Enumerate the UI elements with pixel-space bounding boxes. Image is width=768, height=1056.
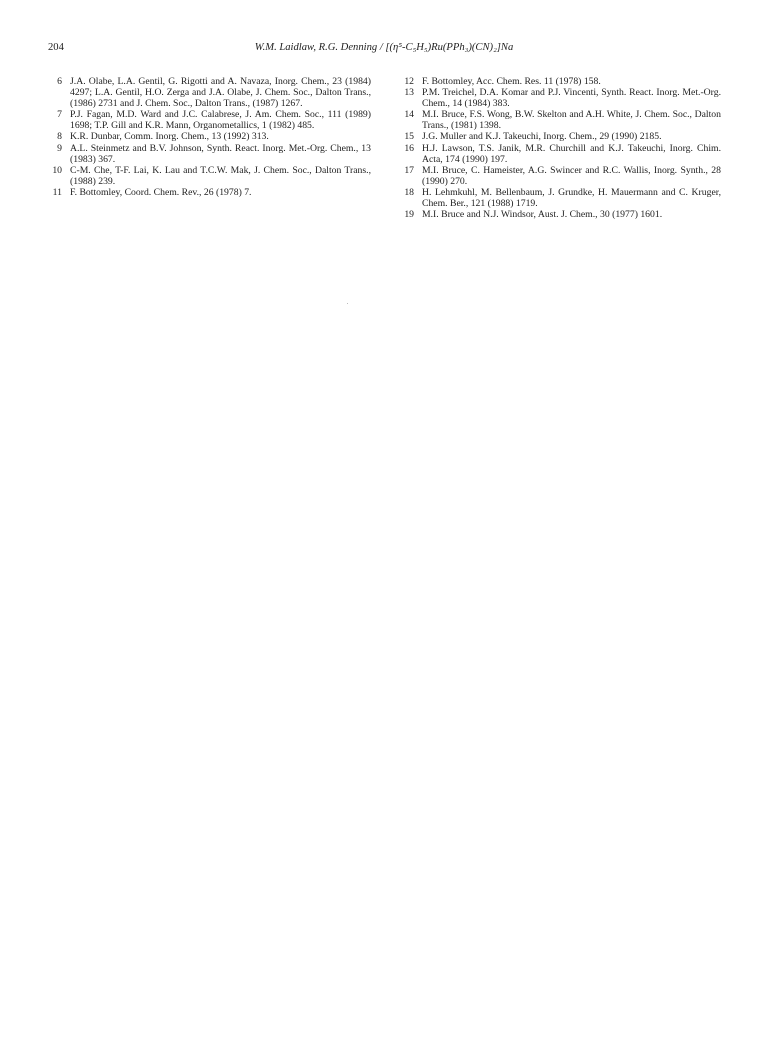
reference-number: 6 <box>57 76 62 87</box>
references-column-right <box>401 76 721 220</box>
reference-item <box>49 76 371 109</box>
reference-number: 16 <box>404 142 414 154</box>
reference-number: 18 <box>404 186 414 198</box>
reference-text: M.I. Bruce, C. Hameister, A.G. Swincer and R.C. Wallis, Inorg. Synth., 28 (1990) 270. <box>422 164 721 187</box>
reference-item <box>401 87 721 109</box>
reference-item <box>401 143 721 165</box>
reference-text: P.J. Fagan, M.D. Ward and J.C. Calabrese, J. Am. Chem. Soc., 111 (1989) 1698; T.P. Gill and K.R. Mann, Organometallics, 1 (1982) 485. <box>70 109 371 132</box>
reference-item <box>401 76 721 87</box>
reference-item <box>49 109 371 131</box>
page-number: 204 <box>48 42 64 53</box>
reference-text: A.L. Steinmetz and B.V. Johnson, Synth. React. Inorg. Met.-Org. Chem., 13 (1983) 367. <box>70 142 371 165</box>
reference-text: M.I. Bruce, F.S. Wong, B.W. Skelton and A.H. White, J. Chem. Soc., Dalton Trans., (1981) 1398. <box>422 109 721 132</box>
reference-number: 17 <box>404 164 414 176</box>
reference-number: 13 <box>404 87 414 99</box>
reference-item <box>49 143 371 165</box>
reference-number: 14 <box>404 109 414 121</box>
reference-item <box>401 131 721 142</box>
reference-item <box>401 109 721 131</box>
reference-text: K.R. Dunbar, Comm. Inorg. Chem., 13 (1992) 313. <box>70 131 269 143</box>
reference-text: H.J. Lawson, T.S. Janik, M.R. Churchill and K.J. Takeuchi, Inorg. Chim. Acta, 174 (1990) 197. <box>422 142 721 165</box>
reference-item <box>49 131 371 142</box>
reference-number: 11 <box>52 186 62 198</box>
reference-text: M.I. Bruce and N.J. Windsor, Aust. J. Chem., 30 (1977) 1601. <box>422 209 663 221</box>
running-title: W.M. Laidlaw, R.G. Denning / [(η⁵-C₅H₅)Ru(PPh₃)(CN)₂]Na <box>254 42 514 53</box>
reference-item <box>401 187 721 209</box>
scan-speck <box>347 303 348 304</box>
reference-item <box>401 165 721 187</box>
page-header <box>48 40 720 56</box>
references-column-left <box>49 76 371 198</box>
reference-item <box>401 209 721 220</box>
reference-text: C-M. Che, T-F. Lai, K. Lau and T.C.W. Mak, J. Chem. Soc., Dalton Trans., (1988) 239. <box>70 164 371 187</box>
reference-text: H. Lehmkuhl, M. Bellenbaum, J. Grundke, H. Mauermann and C. Kruger, Chem. Ber., 121 (1988) 1719. <box>422 186 721 210</box>
reference-item <box>49 187 371 198</box>
reference-number: 7 <box>57 109 62 121</box>
reference-number: 9 <box>57 142 62 154</box>
reference-text: F. Bottomley, Acc. Chem. Res. 11 (1978) 158. <box>422 76 601 87</box>
reference-number: 15 <box>404 131 414 143</box>
reference-number: 10 <box>52 164 62 176</box>
reference-text: F. Bottomley, Coord. Chem. Rev., 26 (1978) 7. <box>70 186 252 198</box>
reference-text: J.G. Muller and K.J. Takeuchi, Inorg. Chem., 29 (1990) 2185. <box>422 131 662 143</box>
reference-text: J.A. Olabe, L.A. Gentil, G. Rigotti and A. Navaza, Inorg. Chem., 23 (1984) 4297; L.A. Gentil, H.O. Zerga and J.A. Olabe, J. Chem. Soc., Dalton Trans., (1986) 2731 and J. Chem. Soc., Dalton Trans., (1987) 1267. <box>70 76 371 110</box>
reference-number: 8 <box>57 131 62 143</box>
reference-text: P.M. Treichel, D.A. Komar and P.J. Vincenti, Synth. React. Inorg. Met.-Org. Chem., 14 (1984) 383. <box>422 87 721 110</box>
reference-item <box>49 165 371 187</box>
reference-number: 12 <box>404 76 414 87</box>
reference-number: 19 <box>404 209 414 221</box>
